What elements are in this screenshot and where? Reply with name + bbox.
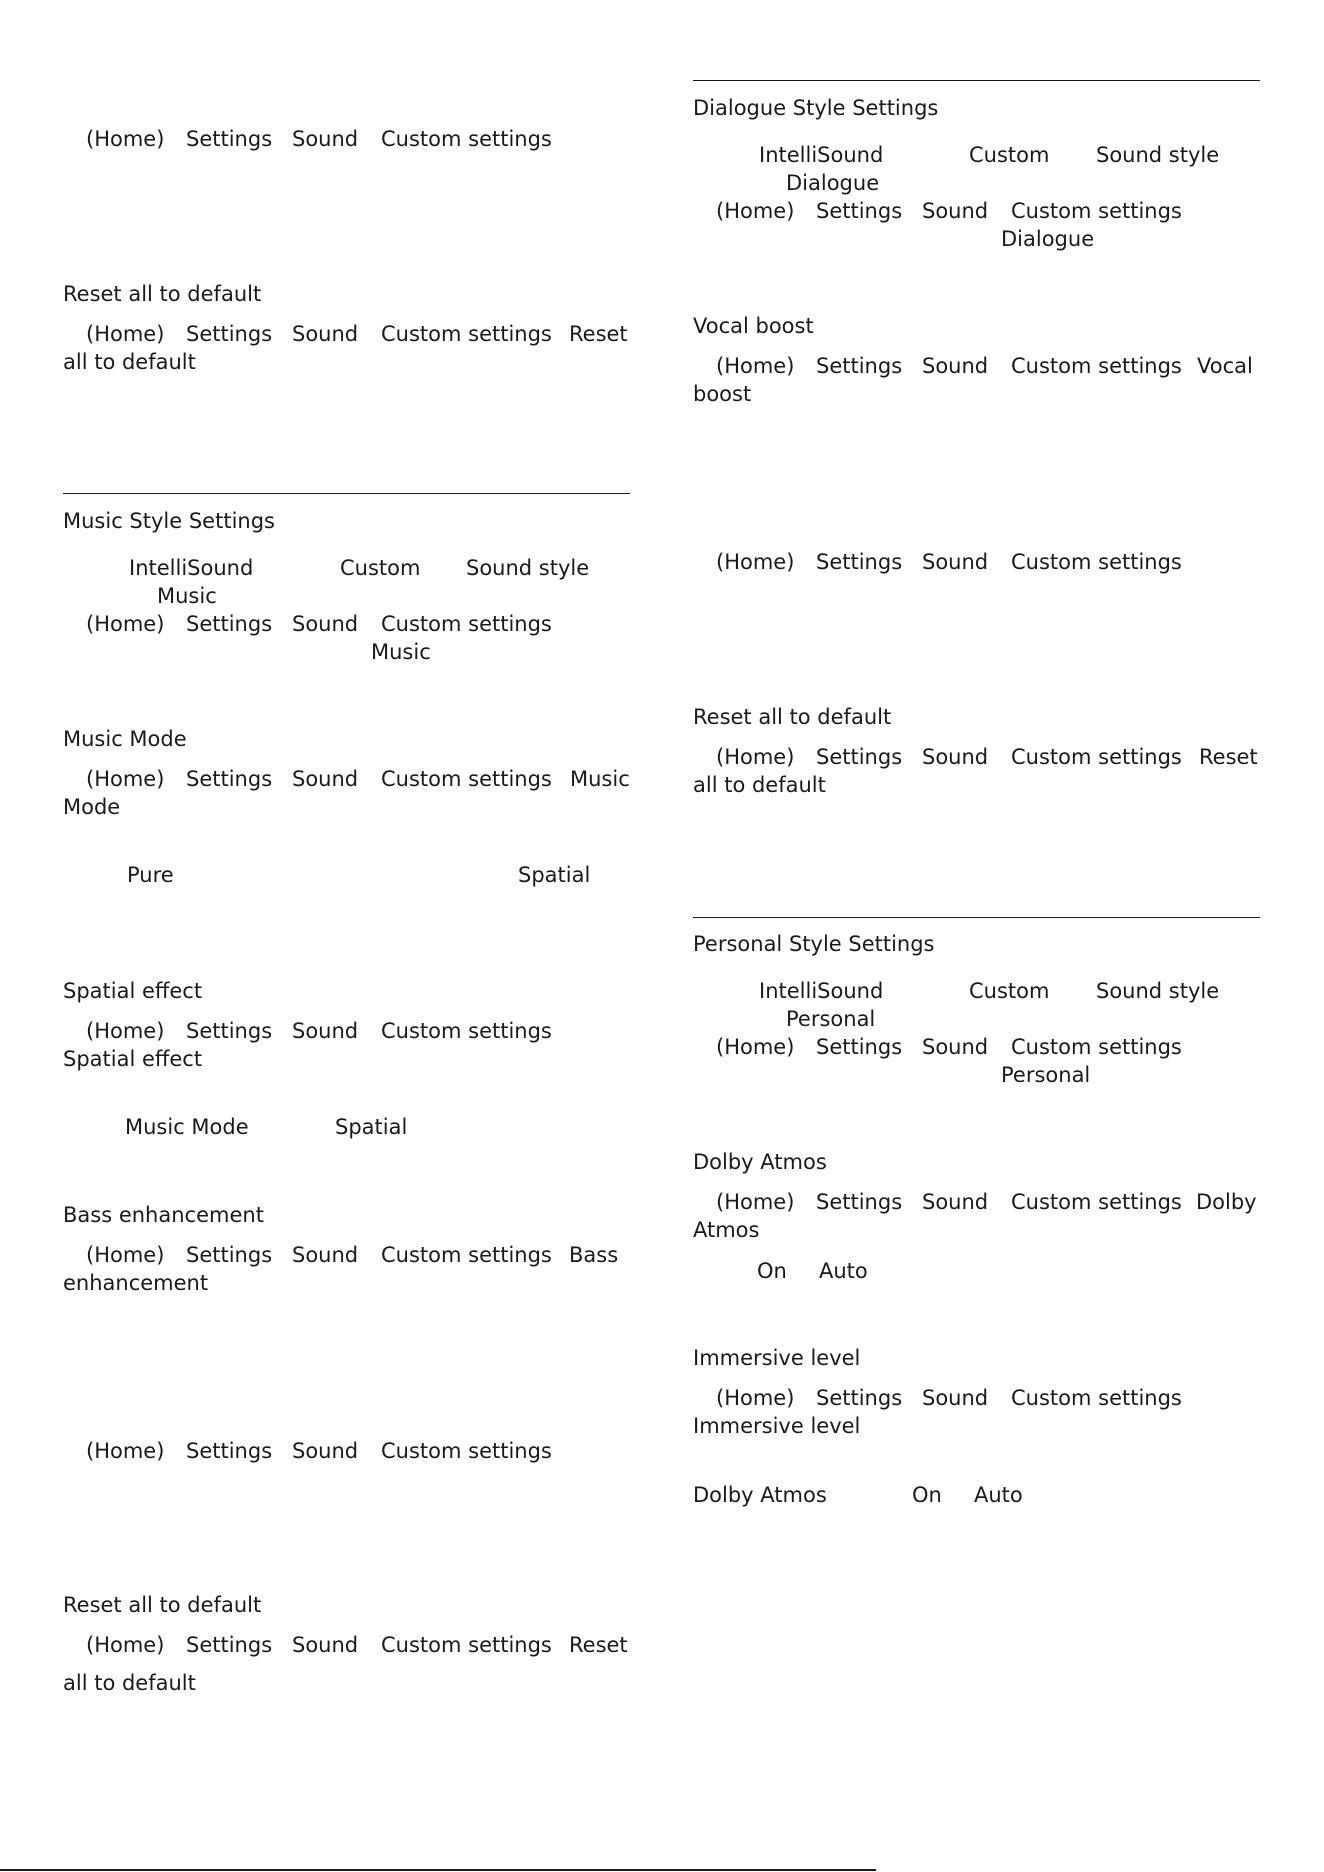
path-reset-cont: all to default <box>63 350 196 374</box>
note-music-mode: Music Mode <box>125 1115 249 1139</box>
path-dialogue: Dialogue <box>1001 227 1095 251</box>
term-custom: Custom <box>969 143 1050 167</box>
path-boost: boost <box>693 382 752 406</box>
path-home: (Home) <box>716 1190 795 1214</box>
path-sound: Sound <box>292 1633 359 1657</box>
heading-reset-all: Reset all to default <box>63 282 262 306</box>
option-pure: Pure <box>127 863 174 887</box>
term-custom: Custom <box>969 979 1050 1003</box>
path-settings: Settings <box>186 127 273 151</box>
term-music: Music <box>157 584 217 608</box>
heading-immersive-level: Immersive level <box>693 1346 861 1370</box>
heading-music-mode: Music Mode <box>63 727 187 751</box>
path-custom-settings: Custom settings <box>1011 1190 1182 1214</box>
path-custom-settings: Custom settings <box>1011 199 1182 223</box>
section-divider <box>693 80 1260 81</box>
path-home: (Home) <box>716 1386 795 1410</box>
heading-reset-all: Reset all to default <box>693 705 892 729</box>
path-settings: Settings <box>186 1439 273 1463</box>
path-home: (Home) <box>716 354 795 378</box>
option-on: On <box>757 1259 787 1283</box>
path-custom-settings: Custom settings <box>1011 1035 1182 1059</box>
path-sound: Sound <box>922 354 989 378</box>
path-sound: Sound <box>922 550 989 574</box>
path-home: (Home) <box>716 745 795 769</box>
path-sound: Sound <box>292 127 359 151</box>
heading-reset-all: Reset all to default <box>63 1593 262 1617</box>
term-intellisound: IntelliSound <box>759 143 884 167</box>
path-settings: Settings <box>816 1190 903 1214</box>
path-settings: Settings <box>816 745 903 769</box>
path-custom-settings: Custom settings <box>1011 1386 1182 1410</box>
path-sound: Sound <box>922 1035 989 1059</box>
path-settings: Settings <box>186 612 273 636</box>
path-sound: Sound <box>922 745 989 769</box>
heading-spatial-effect: Spatial effect <box>63 979 203 1003</box>
path-music: Music <box>371 640 431 664</box>
path-custom-settings: Custom settings <box>381 1243 552 1267</box>
section-divider <box>63 493 630 494</box>
path-settings: Settings <box>816 1386 903 1410</box>
heading-bass-enhancement: Bass enhancement <box>63 1203 264 1227</box>
path-custom-settings: Custom settings <box>1011 354 1182 378</box>
heading-dolby-atmos: Dolby Atmos <box>693 1150 827 1174</box>
path-custom-settings: Custom settings <box>381 127 552 151</box>
path-settings: Settings <box>186 1243 273 1267</box>
path-settings: Settings <box>816 199 903 223</box>
path-music: Music <box>570 767 630 791</box>
path-custom-settings: Custom settings <box>381 612 552 636</box>
heading-vocal-boost: Vocal boost <box>693 314 814 338</box>
path-reset: Reset <box>569 322 628 346</box>
path-reset-cont: all to default <box>63 1671 196 1695</box>
path-settings: Settings <box>186 1019 273 1043</box>
heading-personal-style-settings: Personal Style Settings <box>693 932 935 956</box>
path-home: (Home) <box>86 1439 165 1463</box>
path-home: (Home) <box>86 127 165 151</box>
path-settings: Settings <box>186 322 273 346</box>
path-home: (Home) <box>86 612 165 636</box>
path-sound: Sound <box>922 199 989 223</box>
path-settings: Settings <box>186 1633 273 1657</box>
path-home: (Home) <box>86 1019 165 1043</box>
path-sound: Sound <box>292 767 359 791</box>
path-sound: Sound <box>922 1386 989 1410</box>
term-custom: Custom <box>340 556 421 580</box>
footer-rule <box>0 1869 876 1871</box>
path-atmos: Atmos <box>693 1218 760 1242</box>
path-custom-settings: Custom settings <box>381 322 552 346</box>
heading-music-style-settings: Music Style Settings <box>63 509 275 533</box>
option-auto: Auto <box>819 1259 868 1283</box>
path-home: (Home) <box>86 322 165 346</box>
path-settings: Settings <box>186 767 273 791</box>
path-sound: Sound <box>292 612 359 636</box>
section-divider <box>693 917 1260 918</box>
note-dolby-atmos: Dolby Atmos <box>693 1483 827 1507</box>
path-sound: Sound <box>922 1190 989 1214</box>
note-auto: Auto <box>974 1483 1023 1507</box>
path-enhancement: enhancement <box>63 1271 209 1295</box>
path-home: (Home) <box>86 1633 165 1657</box>
path-custom-settings: Custom settings <box>1011 745 1182 769</box>
path-settings: Settings <box>816 1035 903 1059</box>
path-home: (Home) <box>86 1243 165 1267</box>
path-sound: Sound <box>292 1243 359 1267</box>
path-custom-settings: Custom settings <box>1011 550 1182 574</box>
path-vocal: Vocal <box>1197 354 1253 378</box>
option-spatial: Spatial <box>518 863 591 887</box>
path-bass: Bass <box>569 1243 619 1267</box>
term-sound-style: Sound style <box>1096 979 1220 1003</box>
path-custom-settings: Custom settings <box>381 767 552 791</box>
path-sound: Sound <box>292 1019 359 1043</box>
path-home: (Home) <box>86 767 165 791</box>
path-custom-settings: Custom settings <box>381 1439 552 1463</box>
path-settings: Settings <box>816 550 903 574</box>
path-reset: Reset <box>569 1633 628 1657</box>
term-intellisound: IntelliSound <box>129 556 254 580</box>
path-custom-settings: Custom settings <box>381 1019 552 1043</box>
heading-dialogue-style-settings: Dialogue Style Settings <box>693 96 939 120</box>
term-sound-style: Sound style <box>466 556 590 580</box>
path-home: (Home) <box>716 199 795 223</box>
path-reset: Reset <box>1199 745 1258 769</box>
path-home: (Home) <box>716 1035 795 1059</box>
path-dolby: Dolby <box>1196 1190 1257 1214</box>
term-personal: Personal <box>786 1007 876 1031</box>
path-spatial-effect: Spatial effect <box>63 1047 203 1071</box>
path-personal: Personal <box>1001 1063 1091 1087</box>
note-spatial: Spatial <box>335 1115 408 1139</box>
note-on: On <box>912 1483 942 1507</box>
term-dialogue: Dialogue <box>786 171 880 195</box>
path-immersive-level: Immersive level <box>693 1414 861 1438</box>
term-intellisound: IntelliSound <box>759 979 884 1003</box>
path-custom-settings: Custom settings <box>381 1633 552 1657</box>
path-home: (Home) <box>716 550 795 574</box>
path-reset-cont: all to default <box>693 773 826 797</box>
path-sound: Sound <box>292 1439 359 1463</box>
path-settings: Settings <box>816 354 903 378</box>
term-sound-style: Sound style <box>1096 143 1220 167</box>
path-mode: Mode <box>63 795 121 819</box>
path-sound: Sound <box>292 322 359 346</box>
